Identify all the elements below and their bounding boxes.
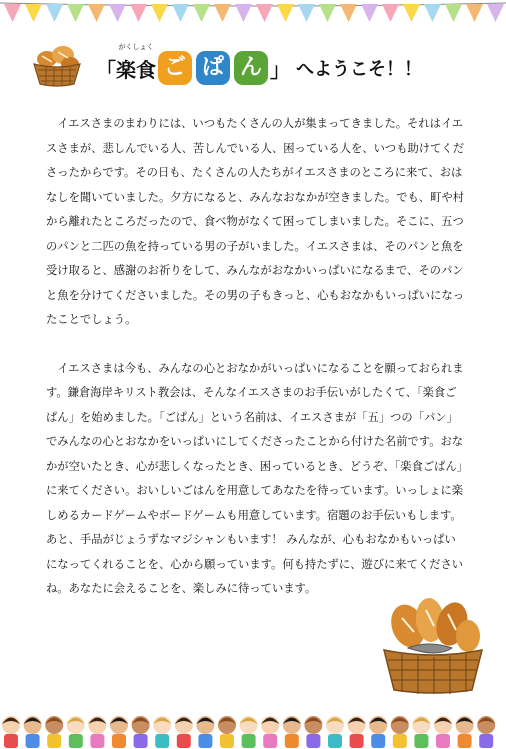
pennant-flag: [487, 4, 504, 22]
bread-basket-large-icon: [378, 596, 488, 696]
pennant-flag: [298, 4, 315, 22]
page-title: [96, 42, 422, 88]
pennant-flag: [466, 4, 483, 22]
pennant-flag: [235, 4, 252, 22]
child-figure: [218, 716, 236, 748]
pennant-flag: [193, 4, 210, 22]
pennant-flag: [130, 4, 147, 22]
title-bracket-close: 」: [270, 57, 290, 82]
pennant-flag: [67, 4, 84, 22]
child-figure: [369, 716, 387, 748]
child-figure: [304, 716, 322, 748]
pennant-flag: [25, 4, 42, 22]
child-figure: [153, 716, 171, 748]
pennant-flag: [277, 4, 294, 22]
child-figure: [283, 716, 301, 748]
title-tile-go: ご: [158, 51, 192, 85]
pennant-flag: [340, 4, 357, 22]
title-welcome: へようこそ！！: [296, 59, 422, 80]
child-figure: [477, 716, 495, 748]
child-figure: [434, 716, 452, 748]
child-figure: [391, 716, 409, 748]
title-word-ruby: がくしょく: [118, 42, 154, 51]
title-word-text: 楽食: [116, 57, 156, 82]
pennant-flag: [445, 4, 462, 22]
pennant-flag: [46, 4, 63, 22]
title-tile-n: ん: [234, 51, 268, 85]
paragraph-2: イエスさまは今も、みんなの心とおなかがいっぱいになることを願っておられます。鎌倉海岸キリスト教会は、そんなイエスさまのお手伝いがしたくて、「楽食ごぱん」を始めました。「ごぱん」という名前は、イエスさまが「五」つの「パン」でみんなの心とおなかをいっぱいにしてくださったことから付けた名前です。おなかが空いたとき、心が悲しくなったとき、困っているとき、どうぞ、「楽食ごぱん」に来てください。おいしいごはんを用意してあなたを待っています。いっしょに楽しめるカードゲームやボードゲームも用意しています。宿題のお手伝いもします。あと、手品がじょうずなマジシャンもいます！ みんなが、心もおなかもいっぱいになってくれることを、心から願っています。何も持たずに、遊びに来てくださいね。あなたに会えることを、楽しみに待っています。: [46, 361, 464, 595]
child-figure: [412, 716, 430, 748]
pennant-flag: [88, 4, 105, 22]
pennant-flag: [256, 4, 273, 22]
child-figure: [132, 716, 150, 748]
child-figure: [67, 716, 85, 748]
bread-basket-icon: [30, 42, 84, 88]
child-figure: [24, 716, 42, 748]
pennant-flag: [319, 4, 336, 22]
pennant-flag: [214, 4, 231, 22]
pennant-flag: [403, 4, 420, 22]
pennant-flag: [4, 4, 21, 22]
child-figure: [261, 716, 279, 748]
child-figure: [348, 716, 366, 748]
title-tile-pa: ぱ: [196, 51, 230, 85]
pennant-flag: [151, 4, 168, 22]
child-figure: [88, 716, 106, 748]
child-figure: [2, 716, 20, 748]
child-figure: [110, 716, 128, 748]
child-figure: [456, 716, 474, 748]
children-row: [0, 710, 506, 749]
pennant-flag: [172, 4, 189, 22]
pennant-flag: [109, 4, 126, 22]
pennant-flag: [424, 4, 441, 22]
body-text: [46, 112, 466, 602]
child-figure: [240, 716, 258, 748]
child-figure: [175, 716, 193, 748]
child-figure: [326, 716, 344, 748]
bunting-decoration: [0, 0, 506, 28]
title-bracket-open: 「: [96, 57, 116, 82]
child-figure: [45, 716, 63, 748]
pennant-flag: [382, 4, 399, 22]
title-word: [116, 42, 156, 83]
paragraph-1: イエスさまのまわりには、いつもたくさんの人が集まってきました。それはイエスさまが、悲しんでいる人、苦しんでいる人、困っている人を、いつも助けてくださったからです。その日も、たくさんの人たちがイエスさまのところに来て、おはなしを聞いていました。夕方になると、みんなおなかが空きました。でも、町や村から離れたところだったので、食べ物がなくて困ってしまいました。そこに、五つのパンと二匹の魚を持っている男の子がいました。イエスさまは、そのパンと魚を受け取ると、感謝のお祈りをして、みんながおなかいっぱいになるまで、そのパンと魚を分けてくださいました。その男の子もきっと、心もおなかもいっぱいになったことでしょう。: [46, 117, 464, 326]
pennant-flag: [361, 4, 378, 22]
child-figure: [196, 716, 214, 748]
